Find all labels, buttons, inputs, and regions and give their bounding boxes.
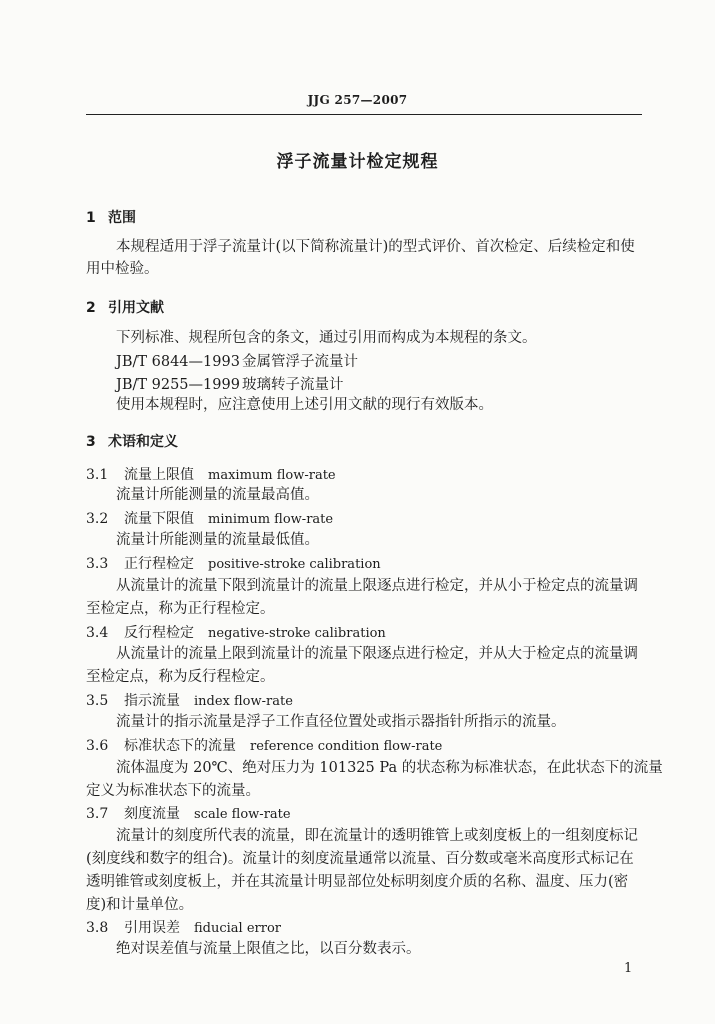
term-definition-line: 流量计的刻度所代表的流量，即在流量计的透明锥管上或刻度板上的一组刻度标记 <box>116 828 638 844</box>
term-definition-line: 绝对误差值与流量上限值之比，以百分数表示。 <box>116 941 421 957</box>
section-1-body-line: 用中检验。 <box>86 261 159 277</box>
section-3-heading: 3 术语和定义 <box>86 434 178 450</box>
standard-code-header: JJG 257—2007 <box>307 93 408 107</box>
section-1-heading: 1 范围 <box>86 210 136 226</box>
term-definition-line: 流量计所能测量的流量最高值。 <box>116 487 319 503</box>
term-heading: 3.6 标准状态下的流量 reference condition flow-rate <box>86 738 443 754</box>
term-definition-line: 流量计的指示流量是浮子工作直径位置处或指示器指针所指示的流量。 <box>116 714 566 730</box>
term-definition-line: 从流量计的流量上限到流量计的流量下限逐点进行检定，并从大于检定点的流量调 <box>116 646 638 662</box>
term-heading: 3.5 指示流量 index flow-rate <box>86 693 293 709</box>
term-heading: 3.8 引用误差 fiducial error <box>86 920 282 936</box>
term-heading: 3.2 流量下限值 minimum flow-rate <box>86 511 334 527</box>
term-heading: 3.1 流量上限值 maximum flow-rate <box>86 467 336 483</box>
section-2-note: 使用本规程时，应注意使用上述引用文献的现行有效版本。 <box>116 397 493 413</box>
term-definition-line: 透明锥管或刻度板上，并在其流量计明显部位处标明刻度介质的名称、温度、压力(密 <box>86 874 629 890</box>
term-definition-line: 流体温度为 20℃、绝对压力为 101325 Pa 的状态称为标准状态，在此状态下的流量 <box>116 760 663 776</box>
reference-item: JB/T 6844—1993 金属管浮子流量计 <box>116 354 358 370</box>
term-heading: 3.3 正行程检定 positive-stroke calibration <box>86 556 381 572</box>
term-definition-line: 定义为标准状态下的流量。 <box>86 783 260 799</box>
term-definition-line: 流量计所能测量的流量最低值。 <box>116 532 319 548</box>
term-definition-line: 从流量计的流量下限到流量计的流量上限逐点进行检定，并从小于检定点的流量调 <box>116 578 638 594</box>
header-rule <box>86 114 642 115</box>
term-definition-line: (刻度线和数字的组合)。流量计的刻度流量通常以流量、百分数或毫米高度形式标记在 <box>86 851 634 867</box>
term-definition-line: 度)和计量单位。 <box>86 897 194 913</box>
document-title: 浮子流量计检定规程 <box>276 152 439 172</box>
term-definition-line: 至检定点，称为反行程检定。 <box>86 669 275 685</box>
reference-item: JB/T 9255—1999 玻璃转子流量计 <box>116 377 344 393</box>
section-1-body-line: 本规程适用于浮子流量计(以下简称流量计)的型式评价、首次检定、后续检定和使 <box>116 239 635 255</box>
section-2-intro: 下列标准、规程所包含的条文，通过引用而构成为本规程的条文。 <box>116 330 537 346</box>
page-number: 1 <box>624 961 633 976</box>
term-definition-line: 至检定点，称为正行程检定。 <box>86 601 275 617</box>
term-heading: 3.4 反行程检定 negative-stroke calibration <box>86 625 386 641</box>
term-heading: 3.7 刻度流量 scale flow-rate <box>86 806 291 822</box>
section-2-heading: 2 引用文献 <box>86 300 164 316</box>
